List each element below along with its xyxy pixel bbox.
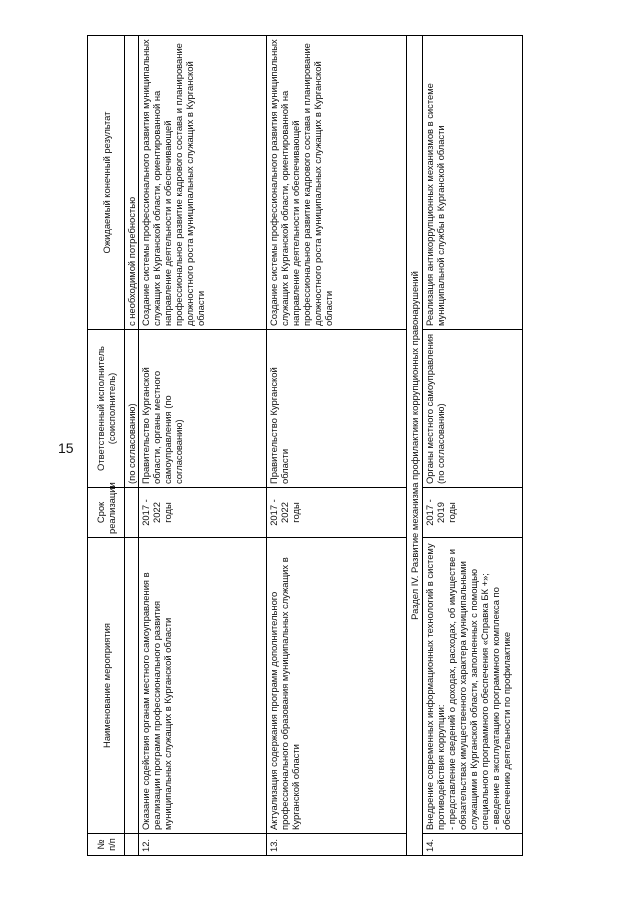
name-intro: Внедрение современных информационных технологий в систему противодействия коррупции: [424, 543, 446, 830]
table-row [423, 36, 523, 856]
cell-term: 2017 - 2022 годы [139, 488, 267, 538]
cell-num: 14. [423, 834, 523, 856]
table-row [139, 36, 267, 856]
rotated-table-area [87, 36, 512, 856]
cell-term: 2017 - 2019 годы [423, 488, 523, 538]
cell-num: 12. [139, 834, 267, 856]
cell-name [423, 538, 523, 834]
page-number: 15 [58, 440, 74, 456]
cell-term: 2017 - 2022 годы [267, 488, 407, 538]
cell-result: с необходимой потребностью [125, 36, 139, 330]
name-item: - представление сведений о доходах, расходах, об имуществе и обязательствах имущественного характера муниципальными служащими в Курганской области, заполненных с помощью специального программного обеспечения «Справка БК +»; [446, 548, 490, 830]
cell-executor: (по согласованию) [125, 330, 139, 488]
header-term: Срок реализации [88, 488, 125, 538]
cell-name: Актуализация содержания программ дополнительного профессионального образования муниципальных служащих в Курганской области [267, 538, 407, 834]
name-item: - введение в эксплуатацию программного комплекса по обеспечению деятельности по профилактике [490, 587, 512, 830]
cell-executor: Органы местного самоуправления (по согласованию) [423, 330, 523, 488]
header-executor: Ответственный исполнитель (соисполнитель) [88, 330, 125, 488]
section-title: Раздел IV. Развитие механизма профилактики коррупционных правонарушений [407, 36, 423, 856]
cell-result: Реализация антикоррупционных механизмов в системе муниципальной службы в Курганской области [423, 36, 523, 330]
table-row [267, 36, 407, 856]
header-name: Наименование мероприятия [88, 538, 125, 834]
header-num: № п/п [88, 834, 125, 856]
cell-result: Создание системы профессионального развития муниципальных служащих в Курганской области, ориентированной на направление деятельности и обеспечивающей профессиональное развитие кадрового состава и планирование должностного роста муниципальных служащих в Курганской области [267, 36, 407, 330]
cell-result: Создание системы профессионального развития муниципальных служащих в Курганской области, ориентированной на направление деятельности и обеспечивающей профессиональное развитие кадрового состава и планирование должностного роста муниципальных служащих в Курганской области [139, 36, 267, 330]
cell-executor: Правительство Курганской области, органы местного самоуправления (по согласованию) [139, 330, 267, 488]
cell-executor: Правительство Курганской области [267, 330, 407, 488]
header-row [88, 36, 125, 856]
table-container [87, 36, 512, 856]
cell-num: 13. [267, 834, 407, 856]
header-result: Ожидаемый конечный результат [88, 36, 125, 330]
continuation-row [125, 36, 139, 856]
section-row [407, 36, 423, 856]
cell-name: Оказание содействия органам местного самоуправления в реализации программ профессионального развития муниципальных служащих в Курганской области [139, 538, 267, 834]
activities-table [87, 35, 523, 856]
